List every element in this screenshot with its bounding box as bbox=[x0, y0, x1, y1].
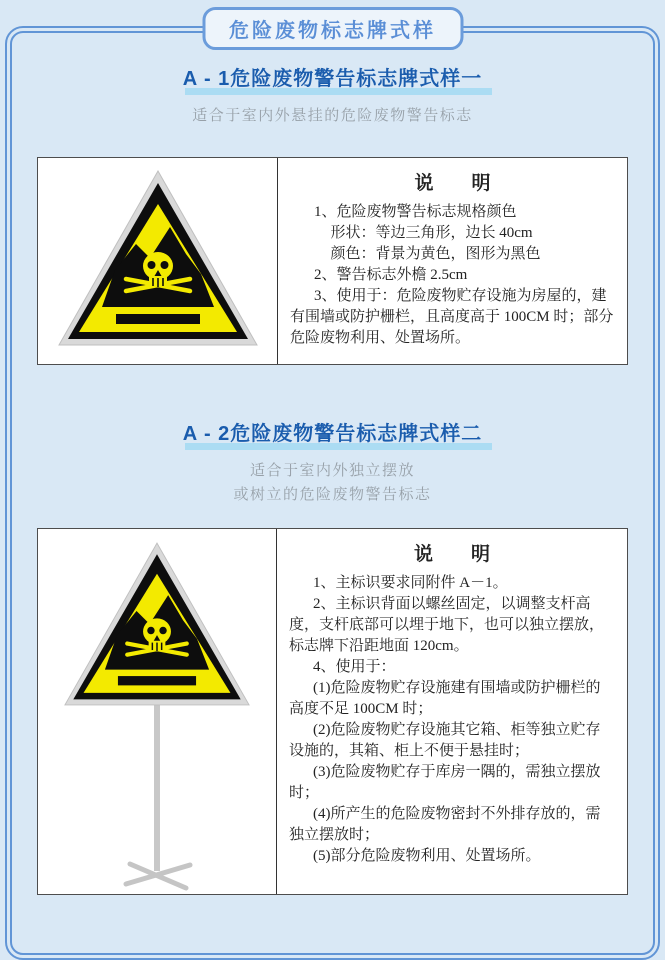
legend-line: (5)部分危险废物利用、处置场所。 bbox=[313, 847, 541, 864]
section-a2-title: A - 2危险废物警告标志牌式样二 bbox=[183, 417, 483, 446]
legend-line: 1、主标识要求同附件 A－1。 bbox=[313, 574, 508, 591]
page-title-pill bbox=[202, 7, 463, 50]
section-a1-subtitle: 适合于室内外悬挂的危险废物警告标志 bbox=[192, 107, 473, 124]
spec-panel-a1 bbox=[37, 157, 628, 365]
page-title: 危险废物标志牌式样 bbox=[229, 20, 436, 42]
legend-line: 4、使用于： bbox=[313, 658, 396, 675]
legend-cell-a1 bbox=[278, 158, 627, 364]
legend-title-a2: 说 明 bbox=[413, 543, 490, 565]
section-a2-subtitle-line2: 或树立的危险废物警告标志 bbox=[233, 485, 432, 503]
section-a2-subtitle-line1: 适合于室内外独立摆放 bbox=[249, 462, 415, 480]
legend-line: 形状：等边三角形，边长 40cm bbox=[330, 225, 533, 242]
section-a2 bbox=[0, 417, 665, 895]
hazardous-waste-warning-sign-icon bbox=[52, 168, 264, 355]
sign-cell-a1 bbox=[38, 158, 278, 364]
legend-line: 1、危险废物警告标志规格颜色 bbox=[314, 204, 517, 221]
legend-line: 2、警告标志外檐 2.5cm bbox=[314, 267, 468, 284]
legend-line: 颜色：背景为黄色，图形为黑色 bbox=[330, 246, 541, 263]
section-a1 bbox=[0, 62, 665, 365]
hazardous-waste-warning-sign-on-pole-icon bbox=[42, 539, 272, 891]
legend-line: (2)危险废物贮存设施其它箱、柜等独立贮存设施的，其箱、柜上不便于悬挂时； bbox=[289, 721, 601, 759]
legend-line: 2、主标识背面以螺丝固定，以调整支杆高度，支杆底部可以埋于地下，也可以独立摆放，标志牌下沿距地面 120cm。 bbox=[289, 595, 605, 654]
legend-line: 3、使用于：危险废物贮存设施为房屋的，建有围墙或防护栅栏，且高度高于 100CM 时；部分危险废物利用、处置场所。 bbox=[290, 288, 614, 347]
legend-title-a1: 说 明 bbox=[414, 173, 491, 195]
spec-panel-a2 bbox=[37, 528, 628, 895]
section-a1-title: A - 1危险废物警告标志牌式样一 bbox=[183, 62, 483, 91]
legend-line: (4)所产生的危险废物密封不外排存放的，需独立摆放时； bbox=[289, 805, 601, 843]
legend-line: (1)危险废物贮存设施建有围墙或防护栅栏的高度不足 100CM 时； bbox=[289, 679, 601, 717]
sign-cell-a2 bbox=[38, 529, 277, 894]
legend-cell-a2 bbox=[277, 529, 627, 894]
legend-line: (3)危险废物贮存于库房一隅的，需独立摆放时； bbox=[289, 763, 601, 801]
